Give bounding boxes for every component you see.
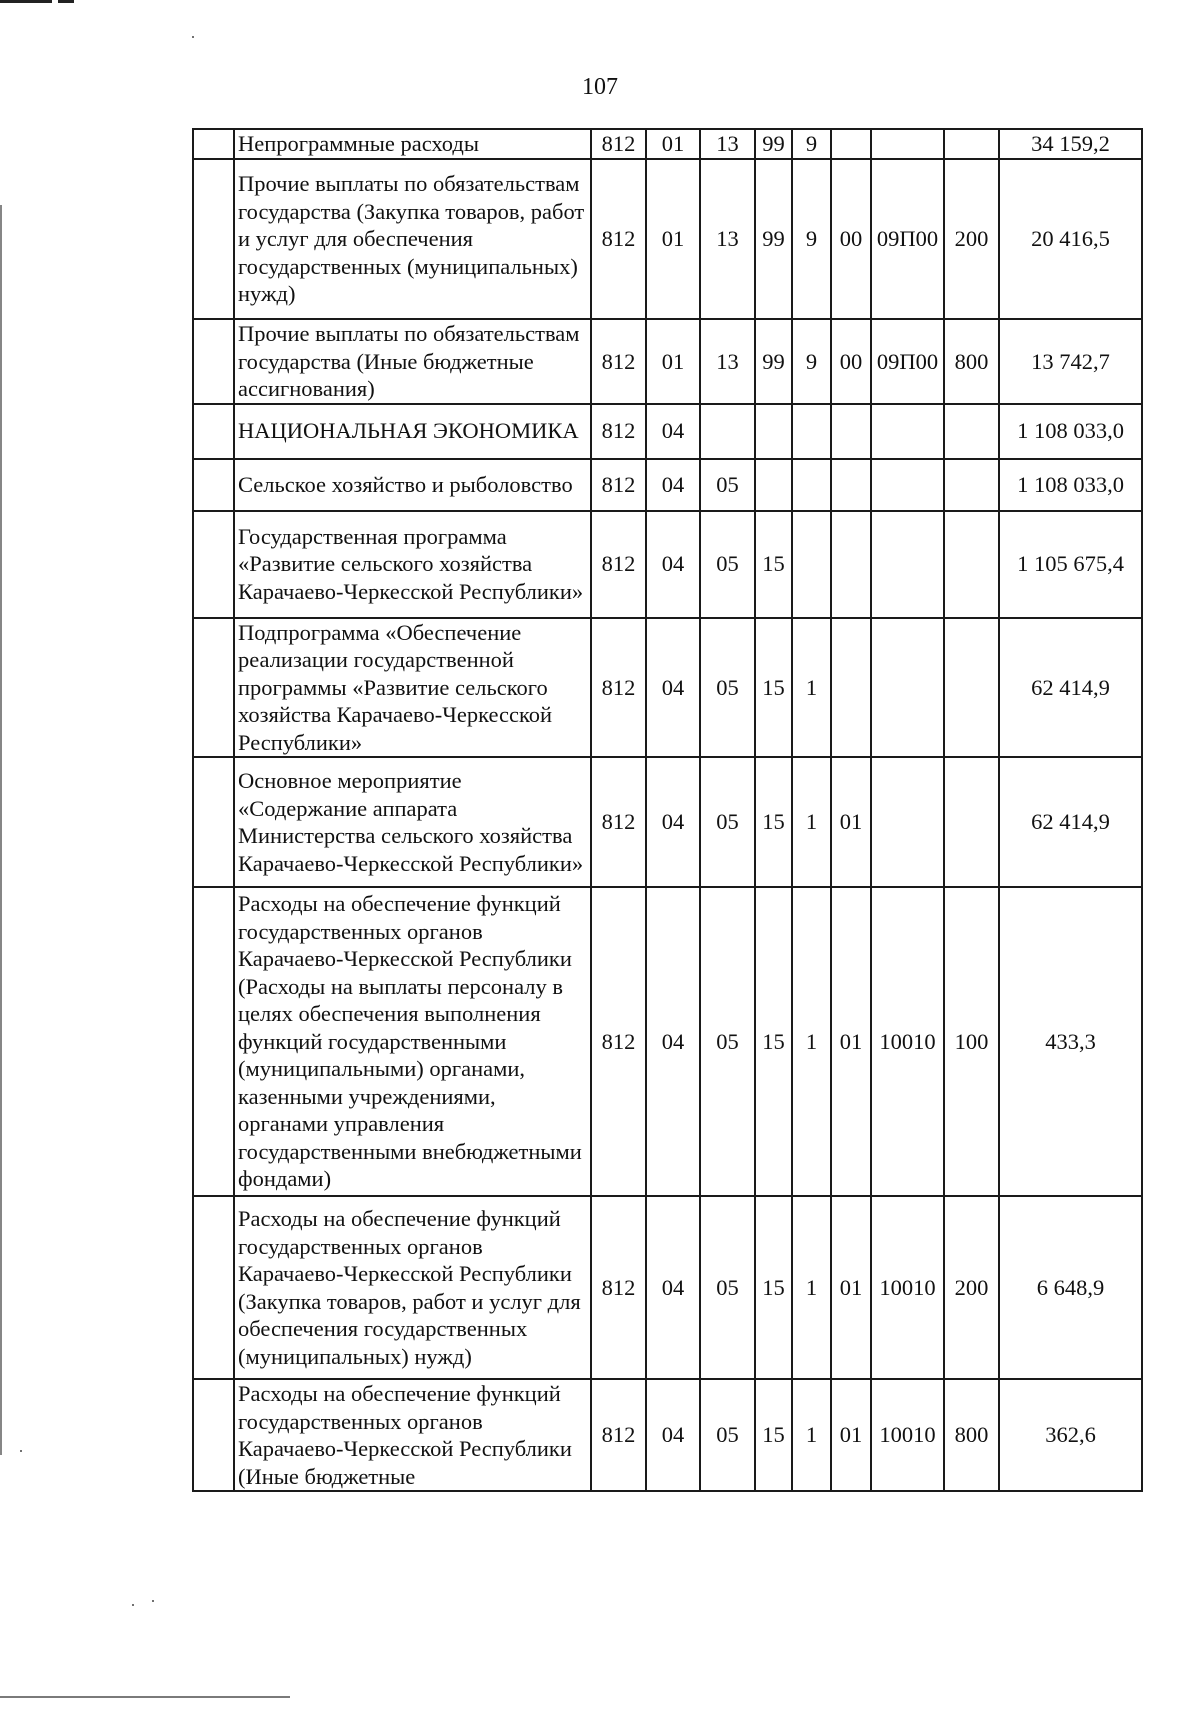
admin-code-cell: 812 — [591, 1196, 646, 1379]
section-code-cell: 04 — [646, 404, 700, 459]
amount-cell: 1 108 033,0 — [999, 404, 1142, 459]
admin-code-cell: 812 — [591, 459, 646, 511]
table-row — [193, 459, 1142, 511]
row-blank-cell — [193, 319, 234, 404]
subsection-code-cell: 05 — [700, 757, 755, 887]
row-blank-cell — [193, 1196, 234, 1379]
expense-type-cell — [944, 757, 999, 887]
program-code-cell: 15 — [755, 618, 792, 758]
row-name-cell: Расходы на обеспечение функций государственных органов Карачаево-Черкесской Республики (Закупка товаров, работ и услуг для обеспечения государственных (муниципальных) нужд) — [234, 1196, 591, 1379]
admin-code-cell: 812 — [591, 887, 646, 1196]
row-name-cell: Прочие выплаты по обязательствам государства (Закупка товаров, работ и услуг для обеспечения государственных (муниципальных) нужд) — [234, 159, 591, 319]
subprogram-code-cell: 9 — [792, 159, 831, 319]
expense-type-cell — [944, 129, 999, 159]
direction-code-cell: 10010 — [871, 1196, 944, 1379]
table-row — [193, 319, 1142, 404]
section-code-cell: 04 — [646, 618, 700, 758]
amount-cell: 362,6 — [999, 1379, 1142, 1491]
direction-code-cell — [871, 404, 944, 459]
activity-code-cell — [831, 459, 871, 511]
activity-code-cell: 01 — [831, 887, 871, 1196]
table-row — [193, 1379, 1142, 1491]
expense-type-cell — [944, 618, 999, 758]
section-code-cell: 04 — [646, 459, 700, 511]
amount-cell: 6 648,9 — [999, 1196, 1142, 1379]
subprogram-code-cell — [792, 511, 831, 618]
table-row — [193, 129, 1142, 159]
section-code-cell: 04 — [646, 1196, 700, 1379]
subprogram-code-cell: 1 — [792, 618, 831, 758]
subprogram-code-cell: 1 — [792, 887, 831, 1196]
admin-code-cell: 812 — [591, 319, 646, 404]
section-code-cell: 04 — [646, 1379, 700, 1491]
activity-code-cell — [831, 404, 871, 459]
amount-cell: 13 742,7 — [999, 319, 1142, 404]
program-code-cell: 15 — [755, 757, 792, 887]
program-code-cell: 99 — [755, 159, 792, 319]
expense-type-cell — [944, 511, 999, 618]
subprogram-code-cell: 9 — [792, 319, 831, 404]
admin-code-cell: 812 — [591, 159, 646, 319]
subprogram-code-cell — [792, 459, 831, 511]
direction-code-cell — [871, 511, 944, 618]
budget-table — [192, 128, 1143, 1492]
program-code-cell: 15 — [755, 1379, 792, 1491]
admin-code-cell: 812 — [591, 511, 646, 618]
row-name-cell: Расходы на обеспечение функций государственных органов Карачаево-Черкесской Республики (Иные бюджетные — [234, 1379, 591, 1491]
expense-type-cell: 800 — [944, 1379, 999, 1491]
table-body — [193, 129, 1142, 1491]
row-blank-cell — [193, 618, 234, 758]
amount-cell: 34 159,2 — [999, 129, 1142, 159]
section-code-cell: 01 — [646, 319, 700, 404]
amount-cell: 62 414,9 — [999, 618, 1142, 758]
activity-code-cell: 00 — [831, 319, 871, 404]
table-row — [193, 1196, 1142, 1379]
activity-code-cell: 01 — [831, 1379, 871, 1491]
row-name-cell: Государственная программа «Развитие сельского хозяйства Карачаево-Черкесской Республики» — [234, 511, 591, 618]
expense-type-cell: 100 — [944, 887, 999, 1196]
admin-code-cell: 812 — [591, 1379, 646, 1491]
subsection-code-cell: 13 — [700, 159, 755, 319]
amount-cell: 1 108 033,0 — [999, 459, 1142, 511]
scan-edge-mark-left — [0, 205, 2, 1455]
direction-code-cell: 10010 — [871, 1379, 944, 1491]
program-code-cell: 99 — [755, 129, 792, 159]
row-name-cell: Основное мероприятие «Содержание аппарата Министерства сельского хозяйства Карачаево-Черкесской Республики» — [234, 757, 591, 887]
activity-code-cell — [831, 129, 871, 159]
expense-type-cell: 200 — [944, 1196, 999, 1379]
row-blank-cell — [193, 1379, 234, 1491]
subprogram-code-cell — [792, 404, 831, 459]
expense-type-cell — [944, 404, 999, 459]
amount-cell: 20 416,5 — [999, 159, 1142, 319]
section-code-cell: 01 — [646, 159, 700, 319]
direction-code-cell — [871, 459, 944, 511]
direction-code-cell: 09П00 — [871, 159, 944, 319]
subsection-code-cell: 05 — [700, 511, 755, 618]
scan-speck — [192, 36, 194, 38]
program-code-cell — [755, 404, 792, 459]
section-code-cell: 04 — [646, 757, 700, 887]
subsection-code-cell: 13 — [700, 129, 755, 159]
subsection-code-cell: 05 — [700, 459, 755, 511]
program-code-cell: 15 — [755, 511, 792, 618]
activity-code-cell — [831, 511, 871, 618]
direction-code-cell — [871, 757, 944, 887]
amount-cell: 62 414,9 — [999, 757, 1142, 887]
row-blank-cell — [193, 459, 234, 511]
scan-speck — [20, 1450, 22, 1452]
row-blank-cell — [193, 404, 234, 459]
subprogram-code-cell: 1 — [792, 1379, 831, 1491]
row-name-cell: Непрограммные расходы — [234, 129, 591, 159]
section-code-cell: 04 — [646, 887, 700, 1196]
subsection-code-cell: 05 — [700, 618, 755, 758]
activity-code-cell: 00 — [831, 159, 871, 319]
table-row — [193, 757, 1142, 887]
table-row — [193, 511, 1142, 618]
row-name-cell: Прочие выплаты по обязательствам государства (Иные бюджетные ассигнования) — [234, 319, 591, 404]
admin-code-cell: 812 — [591, 129, 646, 159]
program-code-cell — [755, 459, 792, 511]
expense-type-cell: 800 — [944, 319, 999, 404]
admin-code-cell: 812 — [591, 618, 646, 758]
scan-edge-mark-bottom — [0, 1696, 290, 1698]
direction-code-cell: 09П00 — [871, 319, 944, 404]
row-name-cell: Подпрограмма «Обеспечение реализации государственной программы «Развитие сельского хозяйства Карачаево-Черкесской Республики» — [234, 618, 591, 758]
activity-code-cell: 01 — [831, 757, 871, 887]
row-name-cell: НАЦИОНАЛЬНАЯ ЭКОНОМИКА — [234, 404, 591, 459]
direction-code-cell: 10010 — [871, 887, 944, 1196]
activity-code-cell — [831, 618, 871, 758]
direction-code-cell — [871, 618, 944, 758]
program-code-cell: 99 — [755, 319, 792, 404]
subprogram-code-cell: 9 — [792, 129, 831, 159]
row-blank-cell — [193, 129, 234, 159]
subsection-code-cell: 13 — [700, 319, 755, 404]
admin-code-cell: 812 — [591, 757, 646, 887]
row-name-cell: Расходы на обеспечение функций государственных органов Карачаево-Черкесской Республики (Расходы на выплаты персоналу в целях обеспечения выполнения функций государственными (муниципальными) органами, казенными учреждениями, органами управления государственными внебюджетными фондами) — [234, 887, 591, 1196]
program-code-cell: 15 — [755, 1196, 792, 1379]
table-row — [193, 404, 1142, 459]
program-code-cell: 15 — [755, 887, 792, 1196]
subprogram-code-cell: 1 — [792, 1196, 831, 1379]
page-number: 107 — [582, 74, 618, 100]
scan-edge-mark-top — [0, 0, 52, 3]
row-blank-cell — [193, 887, 234, 1196]
scan-edge-mark-top-2 — [58, 0, 74, 3]
scan-speck — [152, 1600, 154, 1602]
table-row — [193, 159, 1142, 319]
activity-code-cell: 01 — [831, 1196, 871, 1379]
subsection-code-cell: 05 — [700, 1196, 755, 1379]
subsection-code-cell — [700, 404, 755, 459]
row-blank-cell — [193, 757, 234, 887]
subprogram-code-cell: 1 — [792, 757, 831, 887]
amount-cell: 1 105 675,4 — [999, 511, 1142, 618]
direction-code-cell — [871, 129, 944, 159]
table-row — [193, 887, 1142, 1196]
section-code-cell: 04 — [646, 511, 700, 618]
admin-code-cell: 812 — [591, 404, 646, 459]
row-blank-cell — [193, 159, 234, 319]
subsection-code-cell: 05 — [700, 1379, 755, 1491]
scan-speck — [132, 1604, 134, 1606]
table-row — [193, 618, 1142, 758]
amount-cell: 433,3 — [999, 887, 1142, 1196]
row-blank-cell — [193, 511, 234, 618]
expense-type-cell: 200 — [944, 159, 999, 319]
subsection-code-cell: 05 — [700, 887, 755, 1196]
expense-type-cell — [944, 459, 999, 511]
row-name-cell: Сельское хозяйство и рыболовство — [234, 459, 591, 511]
section-code-cell: 01 — [646, 129, 700, 159]
